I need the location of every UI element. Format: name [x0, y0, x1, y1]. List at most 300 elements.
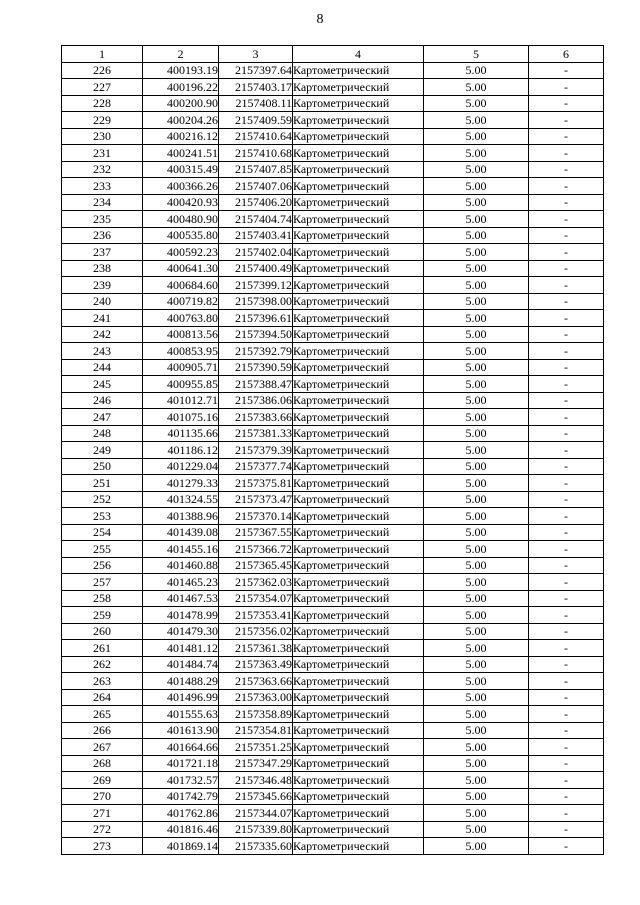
description-cell: -	[529, 739, 604, 756]
point-number-cell: 271	[62, 805, 143, 822]
table-row	[62, 706, 604, 723]
table-row	[62, 145, 604, 162]
description-cell: -	[529, 475, 604, 492]
y-coordinate-cell: 2157345.66	[219, 788, 293, 805]
description-cell: -	[529, 755, 604, 772]
point-number-cell: 237	[62, 244, 143, 261]
point-number-cell: 264	[62, 689, 143, 706]
x-coordinate-cell: 401075.16	[143, 409, 219, 426]
method-cell: Картометрический	[293, 838, 424, 855]
coordinates-table	[61, 45, 604, 855]
x-coordinate-cell: 401816.46	[143, 821, 219, 838]
x-coordinate-cell: 401555.63	[143, 706, 219, 723]
accuracy-cell: 5.00	[424, 392, 529, 409]
y-coordinate-cell: 2157406.20	[219, 194, 293, 211]
point-number-cell: 251	[62, 475, 143, 492]
table-row	[62, 607, 604, 624]
x-coordinate-cell: 401732.57	[143, 772, 219, 789]
accuracy-cell: 5.00	[424, 706, 529, 723]
header-col-4: 4	[293, 46, 424, 63]
description-cell: -	[529, 607, 604, 624]
point-number-cell: 273	[62, 838, 143, 855]
table-row	[62, 376, 604, 393]
point-number-cell: 263	[62, 673, 143, 690]
method-cell: Картометрический	[293, 574, 424, 591]
description-cell: -	[529, 310, 604, 327]
accuracy-cell: 5.00	[424, 508, 529, 525]
y-coordinate-cell: 2157365.45	[219, 557, 293, 574]
method-cell: Картометрический	[293, 326, 424, 343]
description-cell: -	[529, 557, 604, 574]
description-cell: -	[529, 409, 604, 426]
description-cell: -	[529, 442, 604, 459]
y-coordinate-cell: 2157379.39	[219, 442, 293, 459]
point-number-cell: 229	[62, 112, 143, 129]
point-number-cell: 245	[62, 376, 143, 393]
method-cell: Картометрический	[293, 656, 424, 673]
point-number-cell: 261	[62, 640, 143, 657]
accuracy-cell: 5.00	[424, 343, 529, 360]
y-coordinate-cell: 2157402.04	[219, 244, 293, 261]
point-number-cell: 259	[62, 607, 143, 624]
accuracy-cell: 5.00	[424, 62, 529, 79]
y-coordinate-cell: 2157351.25	[219, 739, 293, 756]
point-number-cell: 231	[62, 145, 143, 162]
x-coordinate-cell: 400535.80	[143, 227, 219, 244]
description-cell: -	[529, 62, 604, 79]
method-cell: Картометрический	[293, 145, 424, 162]
point-number-cell: 226	[62, 62, 143, 79]
accuracy-cell: 5.00	[424, 442, 529, 459]
point-number-cell: 268	[62, 755, 143, 772]
point-number-cell: 250	[62, 458, 143, 475]
table-row	[62, 722, 604, 739]
table-row	[62, 574, 604, 591]
table-row	[62, 260, 604, 277]
method-cell: Картометрический	[293, 623, 424, 640]
description-cell: -	[529, 95, 604, 112]
description-cell: -	[529, 722, 604, 739]
point-number-cell: 241	[62, 310, 143, 327]
accuracy-cell: 5.00	[424, 277, 529, 294]
method-cell: Картометрический	[293, 62, 424, 79]
y-coordinate-cell: 2157354.81	[219, 722, 293, 739]
y-coordinate-cell: 2157363.00	[219, 689, 293, 706]
accuracy-cell: 5.00	[424, 491, 529, 508]
header-col-1: 1	[62, 46, 143, 63]
table-row	[62, 392, 604, 409]
description-cell: -	[529, 673, 604, 690]
description-cell: -	[529, 260, 604, 277]
table-row	[62, 194, 604, 211]
table-row	[62, 772, 604, 789]
accuracy-cell: 5.00	[424, 359, 529, 376]
accuracy-cell: 5.00	[424, 772, 529, 789]
x-coordinate-cell: 400200.90	[143, 95, 219, 112]
table-row	[62, 755, 604, 772]
method-cell: Картометрический	[293, 409, 424, 426]
point-number-cell: 267	[62, 739, 143, 756]
y-coordinate-cell: 2157354.07	[219, 590, 293, 607]
method-cell: Картометрический	[293, 425, 424, 442]
description-cell: -	[529, 326, 604, 343]
description-cell: -	[529, 293, 604, 310]
table-row	[62, 458, 604, 475]
point-number-cell: 272	[62, 821, 143, 838]
y-coordinate-cell: 2157353.41	[219, 607, 293, 624]
y-coordinate-cell: 2157403.17	[219, 79, 293, 96]
x-coordinate-cell: 401465.23	[143, 574, 219, 591]
x-coordinate-cell: 401496.99	[143, 689, 219, 706]
description-cell: -	[529, 590, 604, 607]
accuracy-cell: 5.00	[424, 326, 529, 343]
table-row	[62, 442, 604, 459]
description-cell: -	[529, 574, 604, 591]
y-coordinate-cell: 2157407.06	[219, 178, 293, 195]
x-coordinate-cell: 400813.56	[143, 326, 219, 343]
point-number-cell: 242	[62, 326, 143, 343]
x-coordinate-cell: 400763.80	[143, 310, 219, 327]
x-coordinate-cell: 401279.33	[143, 475, 219, 492]
y-coordinate-cell: 2157361.38	[219, 640, 293, 657]
y-coordinate-cell: 2157410.68	[219, 145, 293, 162]
description-cell: -	[529, 425, 604, 442]
accuracy-cell: 5.00	[424, 260, 529, 277]
table-row	[62, 310, 604, 327]
y-coordinate-cell: 2157397.64	[219, 62, 293, 79]
x-coordinate-cell: 400204.26	[143, 112, 219, 129]
table-row	[62, 557, 604, 574]
table-row	[62, 541, 604, 558]
point-number-cell: 232	[62, 161, 143, 178]
accuracy-cell: 5.00	[424, 293, 529, 310]
y-coordinate-cell: 2157375.81	[219, 475, 293, 492]
method-cell: Картометрический	[293, 112, 424, 129]
y-coordinate-cell: 2157347.29	[219, 755, 293, 772]
x-coordinate-cell: 401460.88	[143, 557, 219, 574]
x-coordinate-cell: 400241.51	[143, 145, 219, 162]
y-coordinate-cell: 2157381.33	[219, 425, 293, 442]
point-number-cell: 230	[62, 128, 143, 145]
method-cell: Картометрический	[293, 79, 424, 96]
accuracy-cell: 5.00	[424, 95, 529, 112]
y-coordinate-cell: 2157367.55	[219, 524, 293, 541]
x-coordinate-cell: 401488.29	[143, 673, 219, 690]
header-col-6: 6	[529, 46, 604, 63]
x-coordinate-cell: 401467.53	[143, 590, 219, 607]
table-row	[62, 788, 604, 805]
y-coordinate-cell: 2157363.49	[219, 656, 293, 673]
table-row	[62, 838, 604, 855]
table-row	[62, 805, 604, 822]
accuracy-cell: 5.00	[424, 227, 529, 244]
y-coordinate-cell: 2157356.02	[219, 623, 293, 640]
x-coordinate-cell: 401012.71	[143, 392, 219, 409]
x-coordinate-cell: 401439.08	[143, 524, 219, 541]
accuracy-cell: 5.00	[424, 821, 529, 838]
accuracy-cell: 5.00	[424, 557, 529, 574]
point-number-cell: 247	[62, 409, 143, 426]
accuracy-cell: 5.00	[424, 409, 529, 426]
table-row	[62, 95, 604, 112]
point-number-cell: 238	[62, 260, 143, 277]
method-cell: Картометрический	[293, 178, 424, 195]
method-cell: Картометрический	[293, 376, 424, 393]
method-cell: Картометрический	[293, 739, 424, 756]
x-coordinate-cell: 400684.60	[143, 277, 219, 294]
y-coordinate-cell: 2157346.48	[219, 772, 293, 789]
method-cell: Картометрический	[293, 689, 424, 706]
accuracy-cell: 5.00	[424, 425, 529, 442]
method-cell: Картометрический	[293, 475, 424, 492]
description-cell: -	[529, 161, 604, 178]
method-cell: Картометрический	[293, 359, 424, 376]
accuracy-cell: 5.00	[424, 656, 529, 673]
x-coordinate-cell: 401135.66	[143, 425, 219, 442]
accuracy-cell: 5.00	[424, 541, 529, 558]
y-coordinate-cell: 2157377.74	[219, 458, 293, 475]
point-number-cell: 262	[62, 656, 143, 673]
y-coordinate-cell: 2157407.85	[219, 161, 293, 178]
y-coordinate-cell: 2157396.61	[219, 310, 293, 327]
description-cell: -	[529, 524, 604, 541]
table-row	[62, 821, 604, 838]
method-cell: Картометрический	[293, 194, 424, 211]
description-cell: -	[529, 458, 604, 475]
point-number-cell: 253	[62, 508, 143, 525]
header-col-3: 3	[219, 46, 293, 63]
table-row	[62, 409, 604, 426]
table-row	[62, 359, 604, 376]
description-cell: -	[529, 227, 604, 244]
description-cell: -	[529, 838, 604, 855]
y-coordinate-cell: 2157399.12	[219, 277, 293, 294]
table-row	[62, 673, 604, 690]
point-number-cell: 252	[62, 491, 143, 508]
method-cell: Картометрический	[293, 722, 424, 739]
point-number-cell: 260	[62, 623, 143, 640]
y-coordinate-cell: 2157383.66	[219, 409, 293, 426]
point-number-cell: 254	[62, 524, 143, 541]
description-cell: -	[529, 541, 604, 558]
method-cell: Картометрический	[293, 590, 424, 607]
description-cell: -	[529, 211, 604, 228]
point-number-cell: 258	[62, 590, 143, 607]
table-body	[62, 62, 604, 854]
accuracy-cell: 5.00	[424, 244, 529, 261]
x-coordinate-cell: 400641.30	[143, 260, 219, 277]
x-coordinate-cell: 401664.66	[143, 739, 219, 756]
method-cell: Картометрический	[293, 227, 424, 244]
accuracy-cell: 5.00	[424, 755, 529, 772]
table-row	[62, 211, 604, 228]
accuracy-cell: 5.00	[424, 79, 529, 96]
x-coordinate-cell: 401613.90	[143, 722, 219, 739]
description-cell: -	[529, 244, 604, 261]
description-cell: -	[529, 640, 604, 657]
accuracy-cell: 5.00	[424, 673, 529, 690]
accuracy-cell: 5.00	[424, 722, 529, 739]
method-cell: Картометрический	[293, 458, 424, 475]
y-coordinate-cell: 2157390.59	[219, 359, 293, 376]
point-number-cell: 234	[62, 194, 143, 211]
table-row	[62, 689, 604, 706]
point-number-cell: 257	[62, 574, 143, 591]
description-cell: -	[529, 821, 604, 838]
accuracy-cell: 5.00	[424, 458, 529, 475]
point-number-cell: 236	[62, 227, 143, 244]
accuracy-cell: 5.00	[424, 590, 529, 607]
table-row	[62, 491, 604, 508]
y-coordinate-cell: 2157410.64	[219, 128, 293, 145]
table-row	[62, 161, 604, 178]
accuracy-cell: 5.00	[424, 194, 529, 211]
y-coordinate-cell: 2157366.72	[219, 541, 293, 558]
y-coordinate-cell: 2157339.80	[219, 821, 293, 838]
table-row	[62, 62, 604, 79]
x-coordinate-cell: 400315.49	[143, 161, 219, 178]
description-cell: -	[529, 145, 604, 162]
y-coordinate-cell: 2157362.03	[219, 574, 293, 591]
method-cell: Картометрический	[293, 95, 424, 112]
point-number-cell: 248	[62, 425, 143, 442]
accuracy-cell: 5.00	[424, 475, 529, 492]
accuracy-cell: 5.00	[424, 607, 529, 624]
method-cell: Картометрический	[293, 772, 424, 789]
description-cell: -	[529, 194, 604, 211]
description-cell: -	[529, 79, 604, 96]
y-coordinate-cell: 2157358.89	[219, 706, 293, 723]
x-coordinate-cell: 401478.99	[143, 607, 219, 624]
x-coordinate-cell: 401186.12	[143, 442, 219, 459]
y-coordinate-cell: 2157398.00	[219, 293, 293, 310]
description-cell: -	[529, 128, 604, 145]
accuracy-cell: 5.00	[424, 689, 529, 706]
point-number-cell: 228	[62, 95, 143, 112]
point-number-cell: 227	[62, 79, 143, 96]
table-row	[62, 277, 604, 294]
method-cell: Картометрический	[293, 788, 424, 805]
x-coordinate-cell: 401479.30	[143, 623, 219, 640]
description-cell: -	[529, 392, 604, 409]
description-cell: -	[529, 656, 604, 673]
y-coordinate-cell: 2157335.60	[219, 838, 293, 855]
y-coordinate-cell: 2157386.06	[219, 392, 293, 409]
table-row	[62, 244, 604, 261]
point-number-cell: 233	[62, 178, 143, 195]
method-cell: Картометрический	[293, 607, 424, 624]
description-cell: -	[529, 343, 604, 360]
x-coordinate-cell: 400592.23	[143, 244, 219, 261]
description-cell: -	[529, 112, 604, 129]
point-number-cell: 269	[62, 772, 143, 789]
accuracy-cell: 5.00	[424, 788, 529, 805]
point-number-cell: 240	[62, 293, 143, 310]
method-cell: Картометрический	[293, 508, 424, 525]
accuracy-cell: 5.00	[424, 640, 529, 657]
point-number-cell: 244	[62, 359, 143, 376]
table-row	[62, 293, 604, 310]
point-number-cell: 249	[62, 442, 143, 459]
x-coordinate-cell: 400905.71	[143, 359, 219, 376]
table-row	[62, 128, 604, 145]
y-coordinate-cell: 2157344.07	[219, 805, 293, 822]
y-coordinate-cell: 2157400.49	[219, 260, 293, 277]
method-cell: Картометрический	[293, 310, 424, 327]
header-col-5: 5	[424, 46, 529, 63]
method-cell: Картометрический	[293, 755, 424, 772]
method-cell: Картометрический	[293, 524, 424, 541]
x-coordinate-cell: 400193.19	[143, 62, 219, 79]
description-cell: -	[529, 706, 604, 723]
table-row	[62, 739, 604, 756]
accuracy-cell: 5.00	[424, 623, 529, 640]
x-coordinate-cell: 400955.85	[143, 376, 219, 393]
accuracy-cell: 5.00	[424, 310, 529, 327]
table-row	[62, 590, 604, 607]
method-cell: Картометрический	[293, 211, 424, 228]
description-cell: -	[529, 359, 604, 376]
table-row	[62, 623, 604, 640]
x-coordinate-cell: 401229.04	[143, 458, 219, 475]
y-coordinate-cell: 2157408.11	[219, 95, 293, 112]
accuracy-cell: 5.00	[424, 838, 529, 855]
method-cell: Картометрический	[293, 392, 424, 409]
method-cell: Картометрический	[293, 491, 424, 508]
method-cell: Картометрический	[293, 673, 424, 690]
table-row	[62, 475, 604, 492]
accuracy-cell: 5.00	[424, 178, 529, 195]
page-number: 8	[316, 12, 324, 27]
x-coordinate-cell: 400196.22	[143, 79, 219, 96]
x-coordinate-cell: 401324.55	[143, 491, 219, 508]
x-coordinate-cell: 401762.86	[143, 805, 219, 822]
x-coordinate-cell: 400216.12	[143, 128, 219, 145]
table-row	[62, 178, 604, 195]
accuracy-cell: 5.00	[424, 161, 529, 178]
x-coordinate-cell: 401742.79	[143, 788, 219, 805]
x-coordinate-cell: 400480.90	[143, 211, 219, 228]
accuracy-cell: 5.00	[424, 739, 529, 756]
method-cell: Картометрический	[293, 128, 424, 145]
accuracy-cell: 5.00	[424, 211, 529, 228]
accuracy-cell: 5.00	[424, 574, 529, 591]
x-coordinate-cell: 400719.82	[143, 293, 219, 310]
table-row	[62, 227, 604, 244]
method-cell: Картометрический	[293, 343, 424, 360]
y-coordinate-cell: 2157363.66	[219, 673, 293, 690]
accuracy-cell: 5.00	[424, 805, 529, 822]
description-cell: -	[529, 491, 604, 508]
point-number-cell: 255	[62, 541, 143, 558]
method-cell: Картометрический	[293, 277, 424, 294]
point-number-cell: 243	[62, 343, 143, 360]
table-row	[62, 79, 604, 96]
description-cell: -	[529, 772, 604, 789]
y-coordinate-cell: 2157373.47	[219, 491, 293, 508]
method-cell: Картометрический	[293, 442, 424, 459]
y-coordinate-cell: 2157392.79	[219, 343, 293, 360]
method-cell: Картометрический	[293, 821, 424, 838]
table-row	[62, 326, 604, 343]
accuracy-cell: 5.00	[424, 112, 529, 129]
y-coordinate-cell: 2157388.47	[219, 376, 293, 393]
x-coordinate-cell: 400420.93	[143, 194, 219, 211]
description-cell: -	[529, 805, 604, 822]
x-coordinate-cell: 401481.12	[143, 640, 219, 657]
method-cell: Картометрический	[293, 293, 424, 310]
x-coordinate-cell: 401869.14	[143, 838, 219, 855]
